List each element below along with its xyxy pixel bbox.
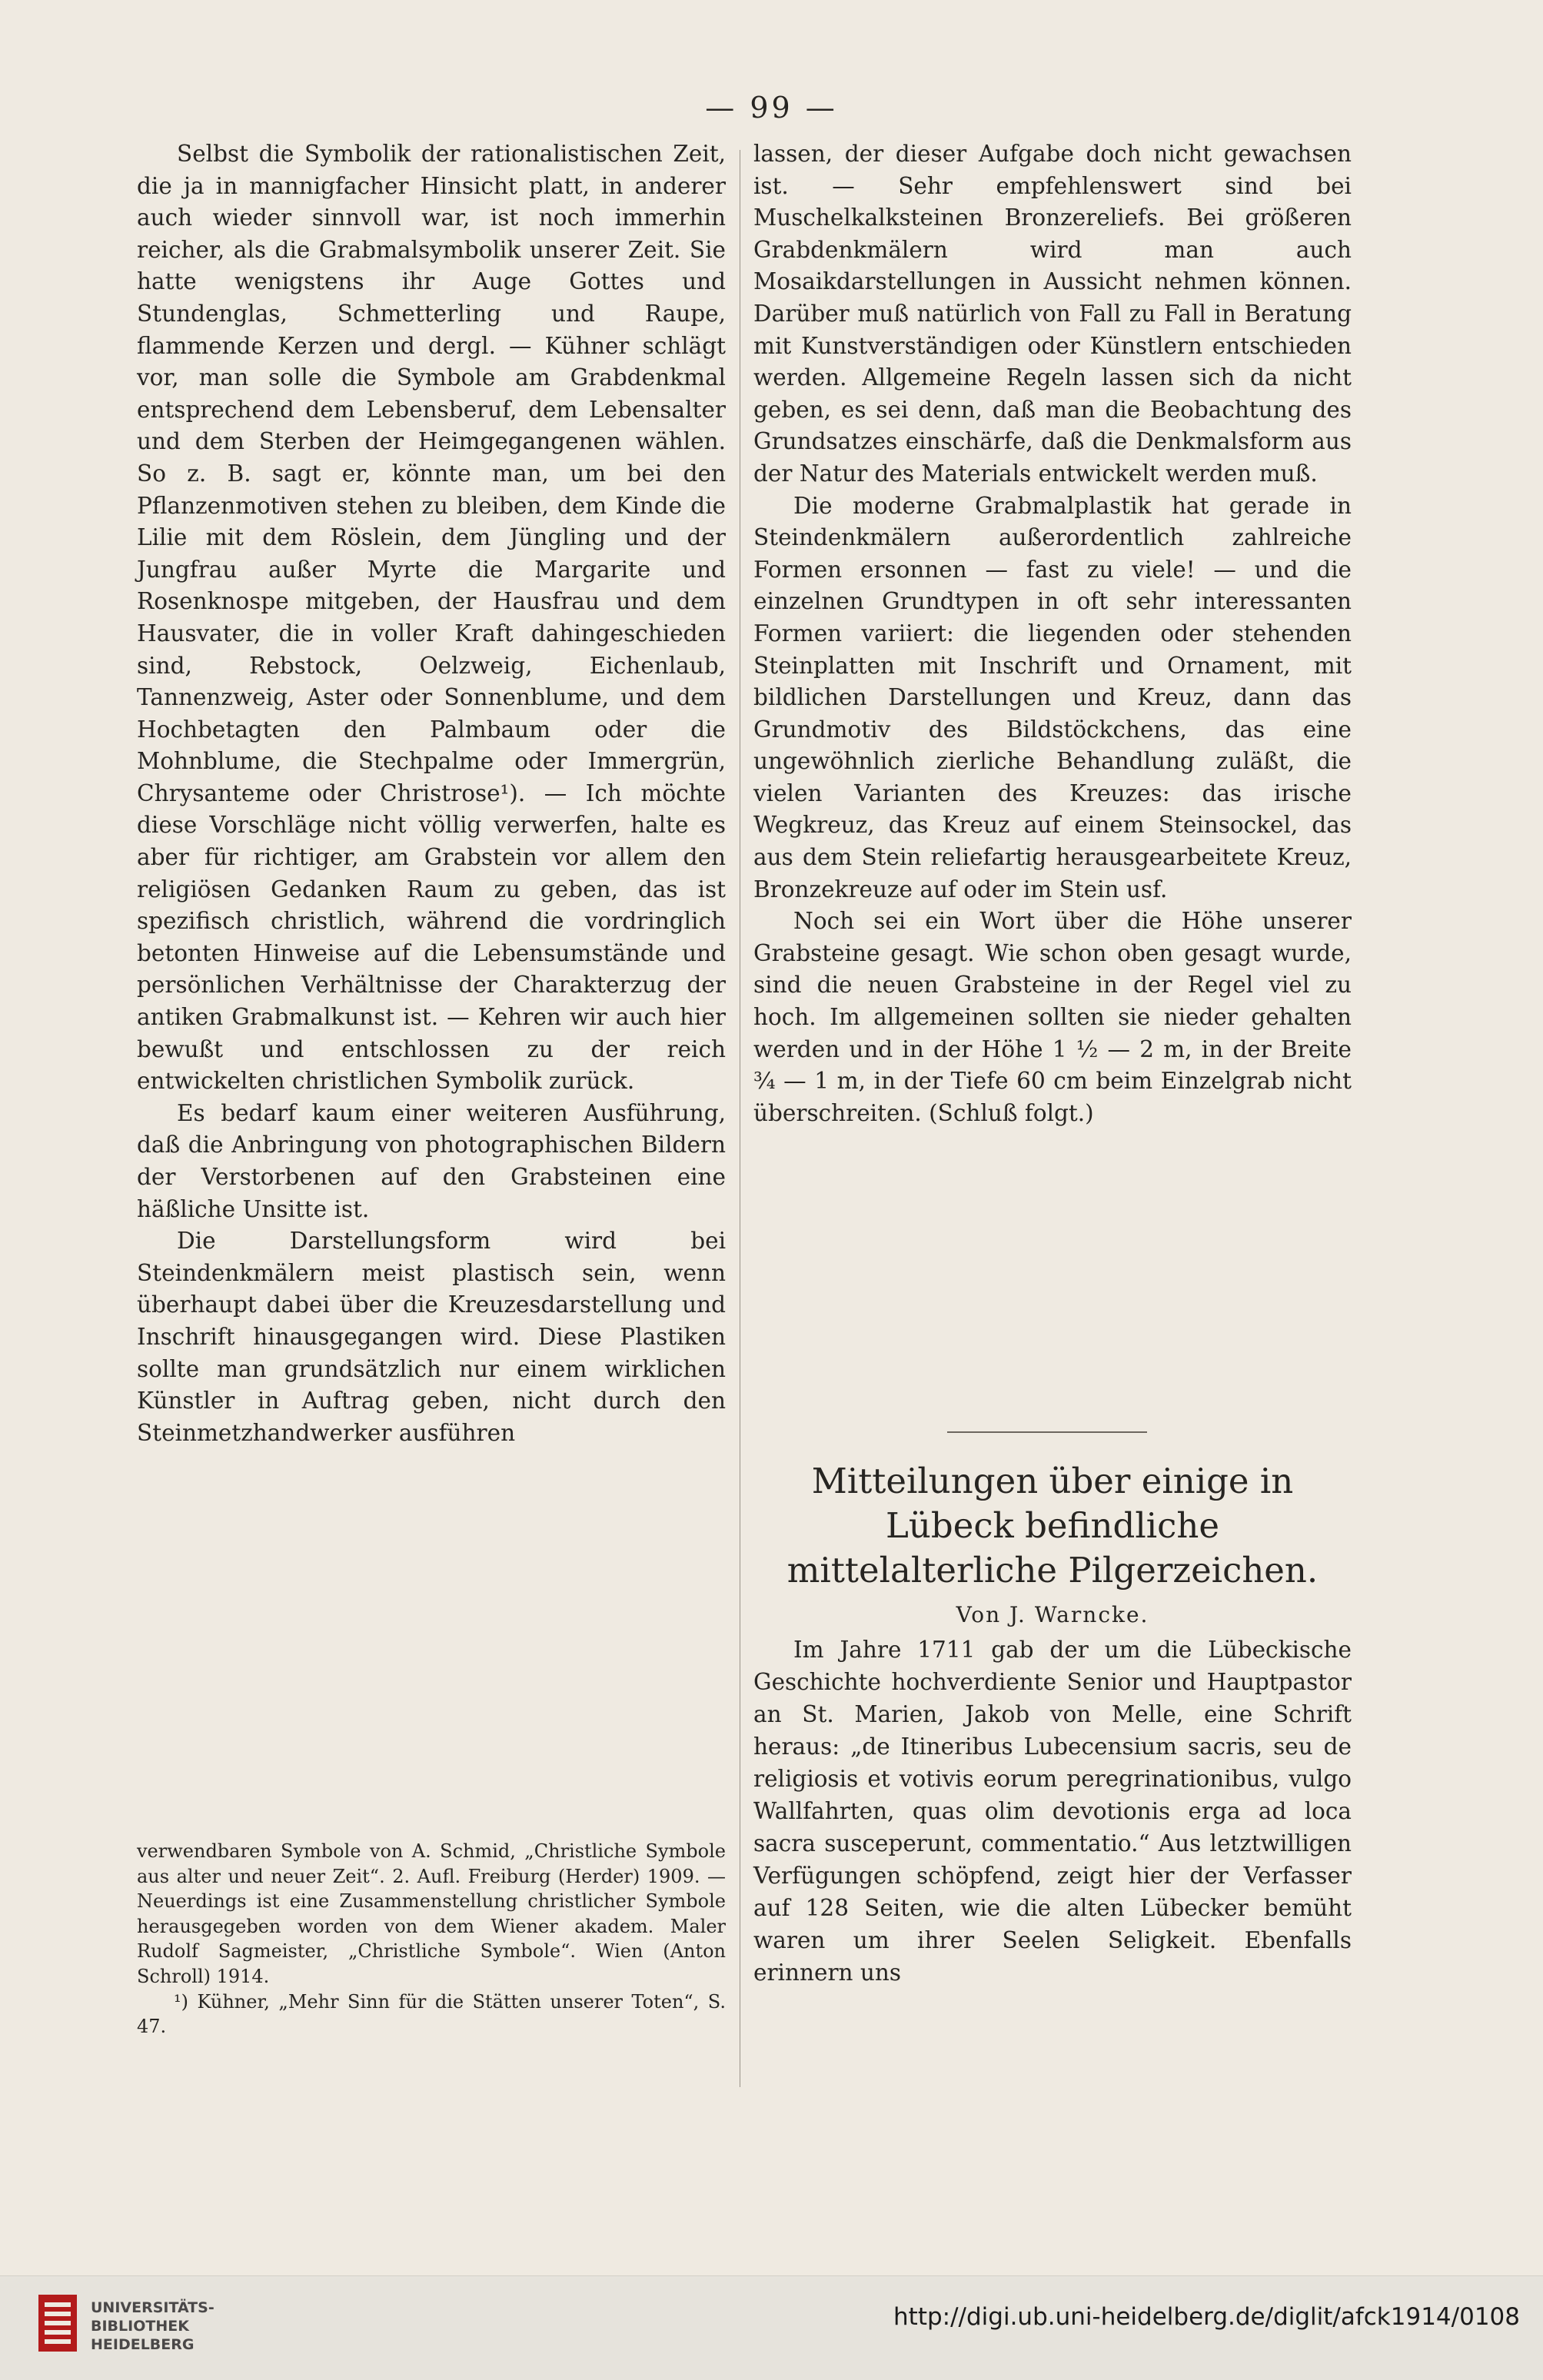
library-name: UNIVERSITÄTS- BIBLIOTHEK HEIDELBERG [91, 2299, 214, 2353]
footnotes [137, 1839, 726, 2039]
left-column [137, 138, 726, 1449]
footnote: verwendbaren Symbole von A. Schmid, „Christliche Symbole aus alter und neuer Zeit“. 2. Aufl. Freiburg (Herder) 1909. — Neuerdings ist eine Zusammenstellung christlicher Symbole herausgegeben worden von dem Wiener akadem. Maler Rudolf Sagmeister, „Christliche Symbole“. Wien (Anton Schroll) 1914. [137, 1840, 726, 1987]
paragraph: Die Darstellungsform wird bei Steindenkmälern meist plastisch sein, wenn überhaupt dabei über die Kreuzesdarstellung und Inschrift hinausgegangen wird. Diese Plastiken sollte man grundsätzlich nur einem wirklichen Künstler in Auftrag geben, nicht durch den Steinmetzhandwerker ausführen [137, 1228, 726, 1446]
paragraph: Es bedarf kaum einer weiteren Ausführung, daß die Anbringung von photographischen Bildern der Verstorbenen auf den Grabsteinen eine häßliche Unsitte ist. [137, 1099, 726, 1222]
paragraph: lassen, der dieser Aufgabe doch nicht gewachsen ist. — Sehr empfehlenswert sind bei Muschelkalksteinen Bronzereliefs. Bei größeren Grabdenkmälern wird man auch Mosaikdarstellungen in Aussicht nehmen können. Darüber muß natürlich von Fall zu Fall in Beratung mit Kunstverständigen oder Künstlern entschieden werden. Allgemeine Regeln lassen sich da nicht geben, es sei denn, daß man die Beobachtung des Grundsatzes einschärfe, daß die Denkmalsform aus der Natur des Materials entwickelt werden muß. [753, 141, 1352, 487]
footnote: ¹) Kühner, „Mehr Sinn für die Stätten unserer Toten“, S. 47. [137, 1990, 726, 2038]
paragraph: Die moderne Grabmalplastik hat gerade in Steindenkmälern außerordentlich zahlreiche Formen ersonnen — fast zu viele! — und die einzelnen Grundtypen in oft sehr interessanten Formen variiert: die liegenden oder stehenden Steinplatten mit Inschrift und Ornament, mit bildlichen Darstellungen und Kreuz, dann das Grundmotiv des Bildstöckchens, das eine ungewöhnlich zierliche Behandlung zuläßt, die vielen Varianten des Kreuzes: das irische Wegkreuz, das Kreuz auf einem Steinsockel, das aus dem Stein reliefartig herausgearbeitete Kreuz, Bronzekreuze auf oder im Stein usf. [753, 492, 1352, 902]
page-number: — 99 — [705, 91, 838, 125]
article-author: Von J. Warncke. [956, 1602, 1149, 1627]
right-column [753, 138, 1352, 1129]
source-url-link[interactable]: http://digi.ub.uni-heidelberg.de/diglit/afck1914/0108 [893, 2303, 1520, 2331]
article-separator-rule [947, 1431, 1147, 1433]
article-body [753, 1634, 1352, 1989]
paragraph: Noch sei ein Wort über die Höhe unserer Grabsteine gesagt. Wie schon oben gesagt wurde, sind die neuen Grabsteine in der Regel viel zu hoch. Im allgemeinen sollten sie nieder gehalten werden und in der Höhe 1 ½ — 2 m, in der Breite ¾ — 1 m, in der Tiefe 60 cm beim Einzelgrab nicht überschreiten. (Schluß folgt.) [753, 908, 1352, 1126]
university-library-logo-icon [38, 2295, 77, 2352]
article-heading: Mitteilungen über einige in Lübeck befindliche mittelalterliche Pilgerzeichen. [786, 1461, 1319, 1591]
paragraph: Selbst die Symbolik der rationalistischen Zeit, die ja in mannigfacher Hinsicht platt, in anderer auch wieder sinnvoll war, ist noch immerhin reicher, als die Grabmalsymbolik unserer Zeit. Sie hatte wenigstens ihr Auge Gottes und Stundenglas, Schmetterling und Raupe, flammende Kerzen und dergl. — Kühner schlägt vor, man solle die Symbole am Grabdenkmal entsprechend dem Lebensberuf, dem Lebensalter und dem Sterben der Heimgegangenen wählen. So z. B. sagt er, könnte man, um bei den Pflanzenmotiven stehen zu bleiben, dem Kinde die Lilie mit dem Röslein, dem Jüngling und der Jungfrau außer Myrte die Margarite und Rosenknospe mitgeben, der Hausfrau und dem Hausvater, die in voller Kraft dahingeschieden sind, Rebstock, Oelzweig, Eichenlaub, Tannenzweig, Aster oder Sonnenblume, und dem Hochbetagten den Palmbaum oder die Mohnblume, die Stechpalme oder Immergrün, Chrysanteme oder Christrose¹). — Ich möchte diese Vorschläge nicht völlig verwerfen, halte es aber für richtiger, am Grabstein vor allem den religiösen Gedanken Raum zu geben, das ist spezifisch christlich, während die vordringlich betonten Hinweise auf die Lebensumstände und persönlichen Verhältnisse der Charakterzug der antiken Grabmalkunst ist. — Kehren wir auch hier bewußt und entschlossen zu der reich entwickelten christlichen Symbolik zurück. [137, 141, 726, 1095]
article-paragraph: Im Jahre 1711 gab der um die Lübeckische Geschichte hochverdiente Senior und Hauptpastor an St. Marien, Jakob von Melle, eine Schrift heraus: „de Itineribus Lubecensium sacris, seu de religiosis et votivis eorum peregrinationibus, vulgo Wallfahrten, quas olim devotionis erga ad loca sacra susceperunt, commentatio.“ Aus letztwilligen Verfügungen schöpfend, zeigt hier der Verfasser auf 128 Seiten, wie die alten Lübecker bemüht waren um ihrer Seelen Seligkeit. Ebenfalls erinnern uns [753, 1637, 1352, 1986]
